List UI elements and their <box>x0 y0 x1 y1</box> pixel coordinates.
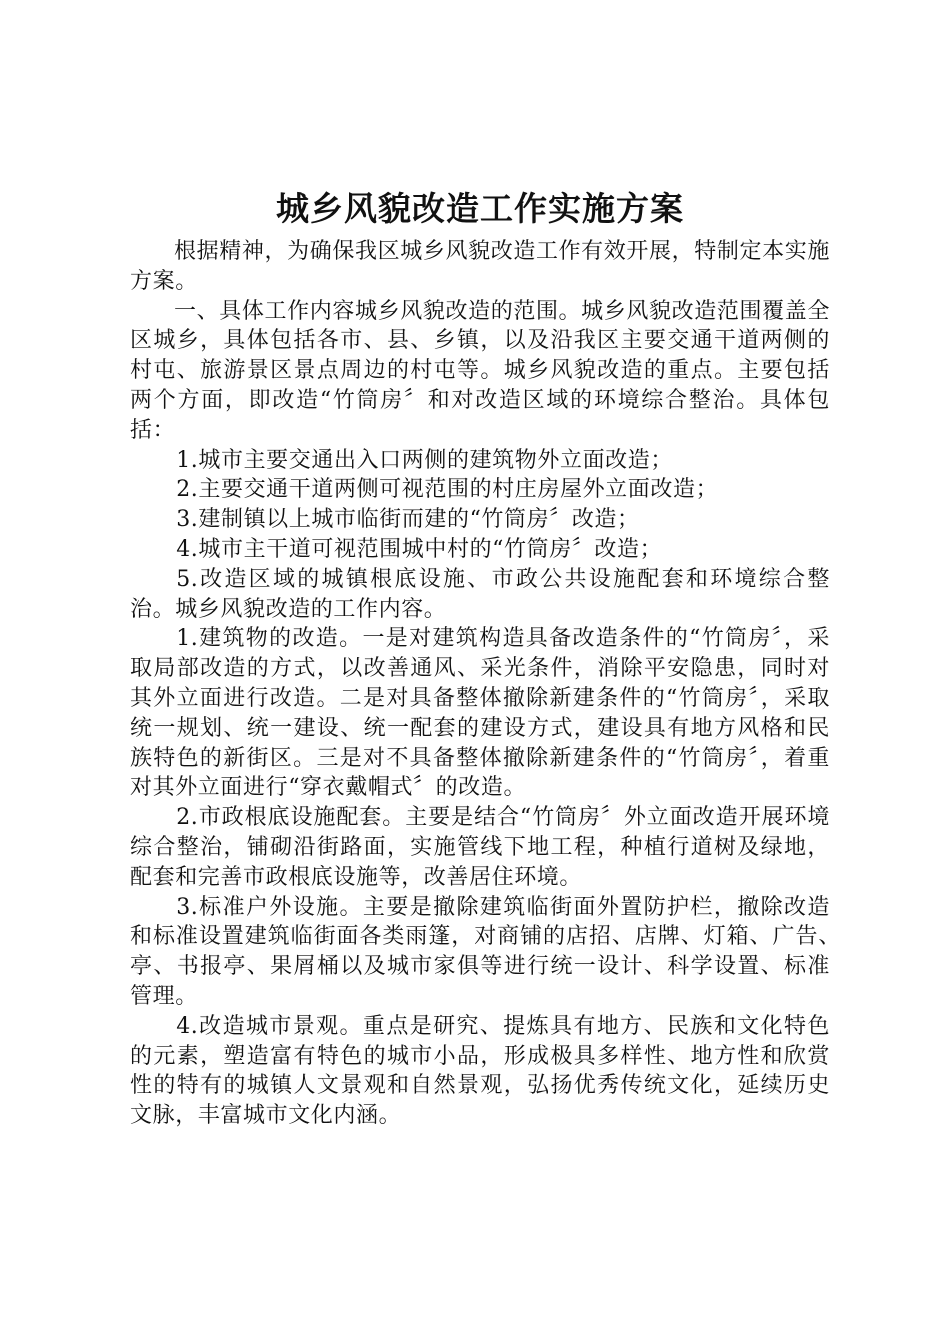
paragraph-section-one: 一、具体工作内容城乡风貌改造的范围。城乡风貌改造范围覆盖全区城乡，具体包括各市、县、乡镇，以及沿我区主要交通干道两侧的村屯、旅游景区景点周边的村屯等。城乡风貌改造的重点。主要包括两个方面，即改造“竹筒房〞和对改造区域的环境综合整治。具体包括： <box>130 298 830 443</box>
list-item: 1.城市主要交通出入口两侧的建筑物外立面改造； <box>176 447 673 473</box>
list-item: 2.主要交通干道两侧可视范围的村庄房屋外立面改造； <box>176 477 719 503</box>
list-item: 4.城市主干道可视范围城中村的“竹筒房〞改造； <box>176 536 663 562</box>
paragraph-outdoor-facilities: 3.标准户外设施。主要是撤除建筑临街面外置防护栏，撤除改造和标准设置建筑临街面各类雨篷，对商铺的店招、店牌、灯箱、广告、 亭、书报亭、果屑桶以及城市家俱等进行统一设计、科学设置、标准管理。 <box>130 894 876 1009</box>
list-item: 5.改造区域的城镇根底设施、市政公共设施配套和环境综合整治。城乡风貌改造的工作内容。 <box>130 566 830 622</box>
paragraph-building-renovation: 1.建筑物的改造。一是对建筑构造具备改造条件的“竹筒房〞，采取局部改造的方式，以改善通风、采光条件，消除平安隐患，同时对其外立面进行改造。二是对具备整体撤除新建条件的“竹筒房〞，采取统一规划、统一建设、统一配套的建设方式，建设具有地方风格和民族特色的新街区。三是对不具备整体撤除新建条件的“竹筒房〞，着重对其外立面进行“穿衣戴帽式〞的改造。 <box>130 626 830 801</box>
paragraph-city-landscape: 4.改造城市景观。重点是研究、提炼具有地方、民族和文化特色的元素，塑造富有特色的城市小品，形成极具多样性、地方性和欣赏性的特有的城镇人文景观和自然景观，弘扬优秀传统文化，延续历史文脉，丰富城市文化内涵。 <box>130 1013 830 1129</box>
document-title: 城乡风貌改造工作实施方案 <box>276 189 684 228</box>
paragraph-intro: 根据精神，为确保我区城乡风貌改造工作有效开展，特制定本实施方案。 <box>130 239 830 294</box>
document-page <box>130 185 876 1131</box>
list-item: 3.建制镇以上城市临街而建的“竹筒房〞改造； <box>176 507 640 533</box>
paragraph-municipal-infrastructure: 2.市政根底设施配套。主要是结合“竹筒房〞外立面改造开展环境综合整治，铺砌沿街路面，实施管线下地工程，种植行道树及绿地，配套和完善市政根底设施等，改善居住环境。 <box>130 805 830 890</box>
